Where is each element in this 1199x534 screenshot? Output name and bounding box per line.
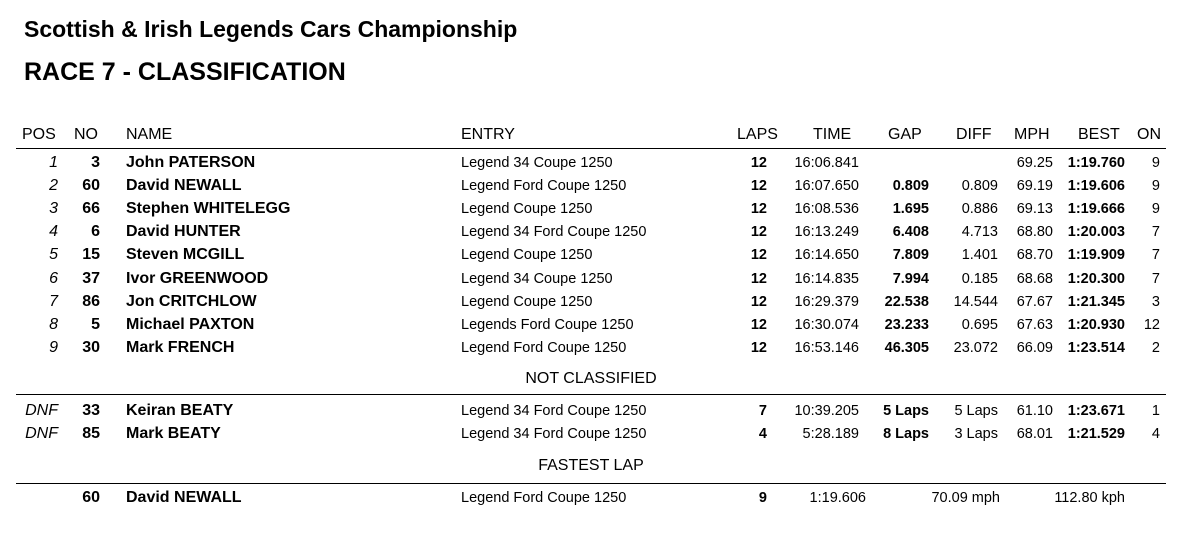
cell-diff: 0.695 — [961, 316, 998, 333]
cell-diff: 14.544 — [953, 293, 998, 310]
cell-pos: 7 — [49, 292, 58, 310]
cell-no: 5 — [91, 315, 100, 333]
cell-no: 6 — [91, 223, 100, 241]
header-no: NO — [74, 126, 98, 143]
cell-mph: 69.19 — [1016, 178, 1053, 195]
cell-best: 1:20.003 — [1067, 224, 1125, 241]
cell-on: 7 — [1151, 247, 1160, 264]
fastest-lap-lap: 9 — [758, 490, 767, 506]
cell-gap: 0.809 — [892, 178, 929, 195]
cell-diff: 0.809 — [961, 178, 998, 195]
header-best: BEST — [1078, 126, 1120, 143]
cell-mph: 68.70 — [1016, 247, 1053, 264]
cell-mph: 66.09 — [1016, 339, 1053, 356]
cell-mph: 67.63 — [1016, 316, 1053, 333]
cell-on: 7 — [1151, 270, 1160, 287]
classified-row — [0, 268, 1199, 290]
cell-diff: 4.713 — [961, 224, 998, 241]
cell-best: 1:21.345 — [1067, 293, 1125, 310]
cell-laps: 4 — [758, 426, 767, 443]
cell-name: Michael PAXTON — [126, 315, 255, 333]
cell-mph: 68.80 — [1016, 224, 1053, 241]
cell-no: 30 — [82, 338, 100, 356]
cell-on: 9 — [1151, 155, 1160, 171]
cell-entry: Legend 34 Coupe 1250 — [461, 155, 613, 171]
cell-diff: 3 Laps — [954, 426, 998, 443]
cell-on: 1 — [1151, 403, 1160, 419]
cell-pos: DNF — [25, 402, 58, 419]
cell-best: 1:19.606 — [1067, 178, 1125, 195]
cell-no: 85 — [82, 425, 100, 443]
cell-diff: 0.185 — [961, 270, 998, 287]
championship-title: Scottish & Irish Legends Cars Championship — [24, 16, 518, 42]
cell-mph: 68.01 — [1016, 426, 1053, 443]
cell-name: Mark FRENCH — [126, 338, 235, 356]
classified-row — [0, 221, 1199, 243]
cell-pos: DNF — [25, 425, 58, 443]
cell-mph: 69.13 — [1016, 201, 1053, 218]
cell-laps: 12 — [750, 201, 767, 218]
cell-mph: 68.68 — [1016, 270, 1053, 287]
cell-pos: 2 — [49, 177, 58, 195]
cell-pos: 6 — [49, 269, 58, 287]
cell-entry: Legend Ford Coupe 1250 — [461, 178, 627, 195]
cell-time: 16:08.536 — [794, 201, 859, 218]
cell-time: 16:29.379 — [794, 293, 859, 310]
classified-row — [0, 198, 1199, 220]
fastest-lap-name: David NEWALL — [126, 489, 242, 506]
cell-laps: 12 — [750, 155, 767, 171]
fastest-lap-mph: 70.09 mph — [931, 490, 1000, 506]
cell-laps: 12 — [750, 339, 767, 356]
cell-name: David HUNTER — [126, 223, 241, 241]
cell-best: 1:19.666 — [1067, 201, 1125, 218]
cell-no: 66 — [82, 200, 100, 218]
not-classified-row — [0, 423, 1199, 445]
cell-name: Keiran BEATY — [126, 402, 234, 419]
cell-best: 1:21.529 — [1067, 426, 1125, 443]
cell-on: 3 — [1151, 293, 1160, 310]
fastest-lap-heading: FASTEST LAP — [538, 457, 644, 474]
cell-laps: 12 — [750, 270, 767, 287]
cell-laps: 12 — [750, 224, 767, 241]
cell-on: 7 — [1151, 224, 1160, 241]
header-on: ON — [1137, 126, 1161, 143]
cell-no: 60 — [82, 177, 100, 195]
cell-best: 1:23.514 — [1067, 339, 1125, 356]
cell-pos: 1 — [49, 154, 58, 171]
cell-time: 16:14.835 — [794, 270, 859, 287]
cell-best: 1:20.300 — [1067, 270, 1125, 287]
race-title: RACE 7 - CLASSIFICATION — [24, 58, 346, 86]
cell-diff: 1.401 — [961, 247, 998, 264]
header-entry: ENTRY — [461, 126, 515, 143]
cell-pos: 5 — [49, 246, 58, 264]
header-time: TIME — [813, 126, 852, 143]
cell-time: 16:13.249 — [794, 224, 859, 241]
cell-laps: 12 — [750, 316, 767, 333]
cell-on: 4 — [1151, 426, 1160, 443]
cell-diff: 5 Laps — [954, 403, 998, 419]
classified-row — [0, 314, 1199, 336]
cell-name: Mark BEATY — [126, 425, 221, 443]
header-mph: MPH — [1014, 126, 1050, 143]
classified-row — [0, 337, 1199, 359]
not-classified-row — [0, 400, 1199, 422]
cell-gap: 22.538 — [884, 293, 929, 310]
cell-gap: 7.994 — [892, 270, 929, 287]
header-divider — [16, 148, 1166, 149]
cell-gap: 23.233 — [884, 316, 929, 333]
header-gap: GAP — [888, 126, 922, 143]
cell-gap: 1.695 — [892, 201, 929, 218]
cell-best: 1:23.671 — [1067, 403, 1125, 419]
cell-on: 2 — [1151, 339, 1160, 356]
cell-time: 16:14.650 — [794, 247, 859, 264]
cell-gap: 6.408 — [892, 224, 929, 241]
header-name: NAME — [126, 126, 173, 143]
not-classified-divider — [16, 394, 1166, 395]
cell-no: 37 — [82, 269, 100, 287]
classified-row — [0, 175, 1199, 197]
cell-no: 3 — [91, 154, 100, 171]
cell-gap: 5 Laps — [883, 403, 929, 419]
cell-diff: 23.072 — [953, 339, 998, 356]
cell-entry: Legend 34 Ford Coupe 1250 — [461, 426, 647, 443]
cell-time: 10:39.205 — [794, 403, 859, 419]
cell-name: Steven MCGILL — [126, 246, 245, 264]
header-diff: DIFF — [956, 126, 992, 143]
cell-on: 9 — [1151, 201, 1160, 218]
cell-gap: 8 Laps — [883, 426, 929, 443]
cell-entry: Legend Ford Coupe 1250 — [461, 339, 627, 356]
fastest-lap-divider — [16, 483, 1166, 484]
not-classified-heading: NOT CLASSIFIED — [525, 370, 657, 387]
cell-entry: Legend Coupe 1250 — [461, 293, 593, 310]
cell-no: 33 — [82, 402, 100, 419]
fastest-lap-time: 1:19.606 — [809, 490, 866, 506]
cell-pos: 9 — [49, 338, 58, 356]
classified-row — [0, 244, 1199, 266]
cell-best: 1:19.909 — [1067, 247, 1125, 264]
cell-no: 86 — [82, 292, 100, 310]
cell-diff: 0.886 — [961, 201, 998, 218]
cell-entry: Legend 34 Ford Coupe 1250 — [461, 403, 647, 419]
cell-entry: Legend 34 Coupe 1250 — [461, 270, 613, 287]
classified-row — [0, 152, 1199, 174]
cell-on: 9 — [1151, 178, 1160, 195]
cell-pos: 4 — [49, 223, 58, 241]
cell-pos: 8 — [49, 315, 58, 333]
cell-laps: 7 — [758, 403, 767, 419]
cell-name: Jon CRITCHLOW — [126, 292, 257, 310]
cell-name: John PATERSON — [126, 154, 256, 171]
cell-entry: Legend 34 Ford Coupe 1250 — [461, 224, 647, 241]
fastest-lap-entry: Legend Ford Coupe 1250 — [461, 490, 627, 506]
cell-best: 1:19.760 — [1067, 155, 1125, 171]
cell-laps: 12 — [750, 293, 767, 310]
cell-time: 5:28.189 — [802, 426, 859, 443]
fastest-lap-no: 60 — [82, 489, 100, 506]
table-header — [0, 124, 1199, 146]
cell-mph: 61.10 — [1016, 403, 1053, 419]
cell-best: 1:20.930 — [1067, 316, 1125, 333]
cell-on: 12 — [1143, 316, 1160, 333]
cell-entry: Legend Coupe 1250 — [461, 247, 593, 264]
cell-gap: 7.809 — [892, 247, 929, 264]
header-pos: POS — [22, 126, 56, 143]
cell-time: 16:06.841 — [794, 155, 859, 171]
cell-mph: 67.67 — [1016, 293, 1053, 310]
cell-mph: 69.25 — [1016, 155, 1053, 171]
fastest-lap-row — [0, 487, 1199, 509]
cell-name: Stephen WHITELEGG — [126, 200, 291, 218]
cell-entry: Legends Ford Coupe 1250 — [461, 316, 634, 333]
header-laps: LAPS — [737, 126, 778, 143]
classified-row — [0, 291, 1199, 313]
cell-no: 15 — [82, 246, 100, 264]
cell-time: 16:30.074 — [794, 316, 859, 333]
cell-laps: 12 — [750, 247, 767, 264]
fastest-lap-kph: 112.80 kph — [1054, 490, 1125, 506]
cell-time: 16:07.650 — [794, 178, 859, 195]
cell-name: Ivor GREENWOOD — [126, 269, 269, 287]
cell-laps: 12 — [750, 178, 767, 195]
cell-entry: Legend Coupe 1250 — [461, 201, 593, 218]
cell-name: David NEWALL — [126, 177, 242, 195]
cell-time: 16:53.146 — [794, 339, 859, 356]
cell-gap: 46.305 — [884, 339, 929, 356]
cell-pos: 3 — [49, 200, 58, 218]
